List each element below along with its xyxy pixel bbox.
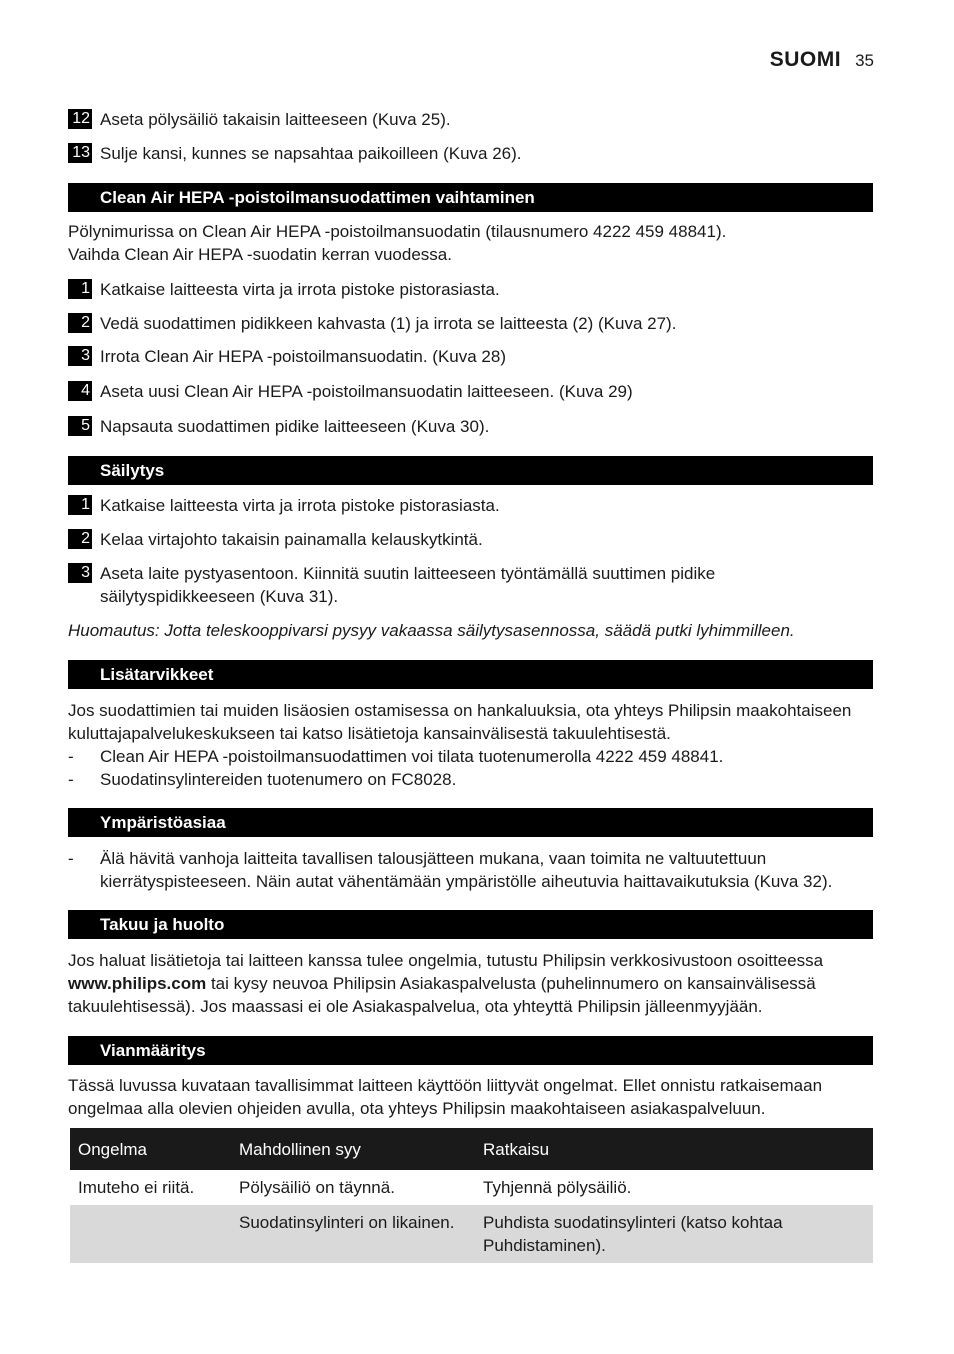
step-number: 13	[68, 143, 92, 163]
page-number: 35	[855, 51, 874, 70]
accessories-text	[68, 699, 873, 791]
list-item-text: Älä hävitä vanhoja laitteita tavallisen talousjätteen mukana, vaan toimita ne valtuutettuun	[100, 849, 767, 868]
step-number: 12	[68, 109, 92, 129]
cell-cause: Pölysäiliö on täynnä.	[239, 1178, 395, 1197]
step-number: 4	[68, 381, 92, 401]
step-text: Irrota Clean Air HEPA -poistoilmansuodatin. (Kuva 28)	[100, 347, 506, 366]
step-number: 3	[68, 346, 92, 366]
section-heading-hepa: Clean Air HEPA -poistoilmansuodattimen vaihtaminen	[68, 183, 873, 212]
troubleshooting-line: Tässä luvussa kuvataan tavallisimmat laitteen käyttöön liittyvät ongelmat. Ellet onnistu ratkaisemaan	[68, 1076, 823, 1095]
step-text: Napsauta suodattimen pidike laitteeseen (Kuva 30).	[100, 417, 490, 436]
hepa-step-4	[68, 380, 633, 403]
step-number: 2	[68, 313, 92, 333]
cell-solution: Tyhjennä pölysäiliö.	[483, 1178, 632, 1197]
philips-link[interactable]: www.philips.com	[68, 974, 207, 993]
step-number: 2	[68, 529, 92, 549]
storage-step-3	[68, 562, 715, 608]
step-text: Aseta uusi Clean Air HEPA -poistoilmansuodatin laitteeseen. (Kuva 29)	[100, 382, 633, 401]
hepa-step-3	[68, 345, 506, 368]
list-item: - Suodatinsylintereiden tuotenumero on FC8028.	[68, 770, 457, 789]
list-item-text: kierrätyspisteeseen. Näin autat vähentämään ympäristölle aiheutuvia haittavaikutuksia (Kuva 32).	[100, 872, 833, 891]
step-number: 1	[68, 495, 92, 515]
storage-step-1	[68, 494, 500, 517]
language-label: SUOMI	[769, 48, 842, 71]
list-item: - Clean Air HEPA -poistoilmansuodattimen voi tilata tuotenumerolla 4222 459 48841.	[68, 747, 724, 766]
warranty-line: Jos haluat lisätietoja tai laitteen kanssa tulee ongelmia, tutustu Philipsin verkkosivustoon osoitteessa	[68, 951, 824, 970]
warranty-line: tai kysy neuvoa Philipsin Asiakaspalvelusta (puhelinnumero on kansainvälisessä	[206, 974, 816, 993]
table-row	[70, 1170, 873, 1205]
page-header	[770, 48, 874, 72]
troubleshooting-table	[70, 1128, 873, 1263]
cell-cause: Suodatinsylinteri on likainen.	[231, 1205, 475, 1263]
column-header-cause: Mahdollinen syy	[231, 1128, 475, 1170]
warranty-line: takuulehtisessä). Jos maassasi ei ole Asiakaspalvelua, ota yhteyttä Philipsin jälleenmyyjään.	[68, 997, 763, 1016]
warranty-text	[68, 949, 873, 1018]
hepa-intro	[68, 220, 873, 266]
cell-problem	[70, 1205, 231, 1263]
hepa-step-2	[68, 312, 676, 335]
hepa-step-5	[68, 415, 489, 438]
step-13	[68, 142, 522, 165]
section-heading-warranty: Takuu ja huolto	[68, 910, 873, 939]
table-header-row	[70, 1128, 873, 1170]
hepa-intro-line: Pölynimurissa on Clean Air HEPA -poistoilmansuodatin (tilausnumero 4222 459 48841).	[68, 222, 727, 241]
troubleshooting-intro	[68, 1074, 873, 1120]
step-text: Vedä suodattimen pidikkeen kahvasta (1) ja irrota se laitteesta (2) (Kuva 27).	[100, 314, 677, 333]
environment-text	[68, 847, 873, 893]
step-number: 3	[68, 563, 92, 583]
accessories-line: Jos suodattimien tai muiden lisäosien ostamisessa on hankaluuksia, ota yhteys Philipsin maakohtaiseen	[68, 701, 852, 720]
step-text: Aseta pölysäiliö takaisin laitteeseen (Kuva 25).	[100, 110, 451, 129]
list-item-text: Suodatinsylintereiden tuotenumero on FC8028.	[100, 770, 457, 789]
step-12	[68, 108, 451, 131]
cell-solution: Puhdista suodatinsylinteri (katso kohtaa Puhdistaminen).	[475, 1205, 873, 1263]
step-number: 5	[68, 416, 92, 436]
step-text: Katkaise laitteesta virta ja irrota pistoke pistorasiasta.	[100, 280, 500, 299]
section-heading-accessories: Lisätarvikkeet	[68, 660, 873, 689]
section-heading-troubleshooting: Vianmääritys	[68, 1036, 873, 1065]
table-row	[70, 1205, 873, 1263]
section-heading-storage: Säilytys	[68, 456, 873, 485]
step-text: Katkaise laitteesta virta ja irrota pistoke pistorasiasta.	[100, 496, 500, 515]
step-text-line: Aseta laite pystyasentoon. Kiinnitä suutin laitteeseen työntämällä suuttimen pidike	[100, 564, 716, 583]
step-text-line: säilytyspidikkeeseen (Kuva 31).	[100, 587, 339, 606]
step-text: Kelaa virtajohto takaisin painamalla kelauskytkintä.	[100, 530, 483, 549]
troubleshooting-line: ongelmaa alla olevien ohjeiden avulla, ota yhteys Philipsin maakohtaiseen asiakaspalveluun.	[68, 1099, 766, 1118]
column-header-problem: Ongelma	[70, 1128, 231, 1170]
accessories-line: kuluttajapalvelukeskukseen tai katso lisätietoja kansainvälisestä takuulehtisestä.	[68, 724, 671, 743]
cell-problem: Imuteho ei riitä.	[78, 1178, 195, 1197]
hepa-step-1	[68, 278, 500, 301]
step-text: Sulje kansi, kunnes se napsahtaa paikoilleen (Kuva 26).	[100, 144, 522, 163]
storage-step-2	[68, 528, 483, 551]
list-item-text: Clean Air HEPA -poistoilmansuodattimen voi tilata tuotenumerolla 4222 459 48841.	[100, 747, 724, 766]
storage-note: Huomautus: Jotta teleskooppivarsi pysyy vakaassa säilytysasennossa, säädä putki lyhimmilleen.	[68, 621, 795, 640]
column-header-solution: Ratkaisu	[475, 1128, 873, 1170]
step-number: 1	[68, 279, 92, 299]
hepa-intro-line: Vaihda Clean Air HEPA -suodatin kerran vuodessa.	[68, 245, 452, 264]
section-heading-environment: Ympäristöasiaa	[68, 808, 873, 837]
list-item: - Älä hävitä vanhoja laitteita tavallisen talousjätteen mukana, vaan toimita ne valtuutettuun kierrätyspisteeseen. Näin autat vähentämään ympäristölle aiheutuvia haittavaikutuksia (Kuva 32).	[68, 849, 833, 891]
